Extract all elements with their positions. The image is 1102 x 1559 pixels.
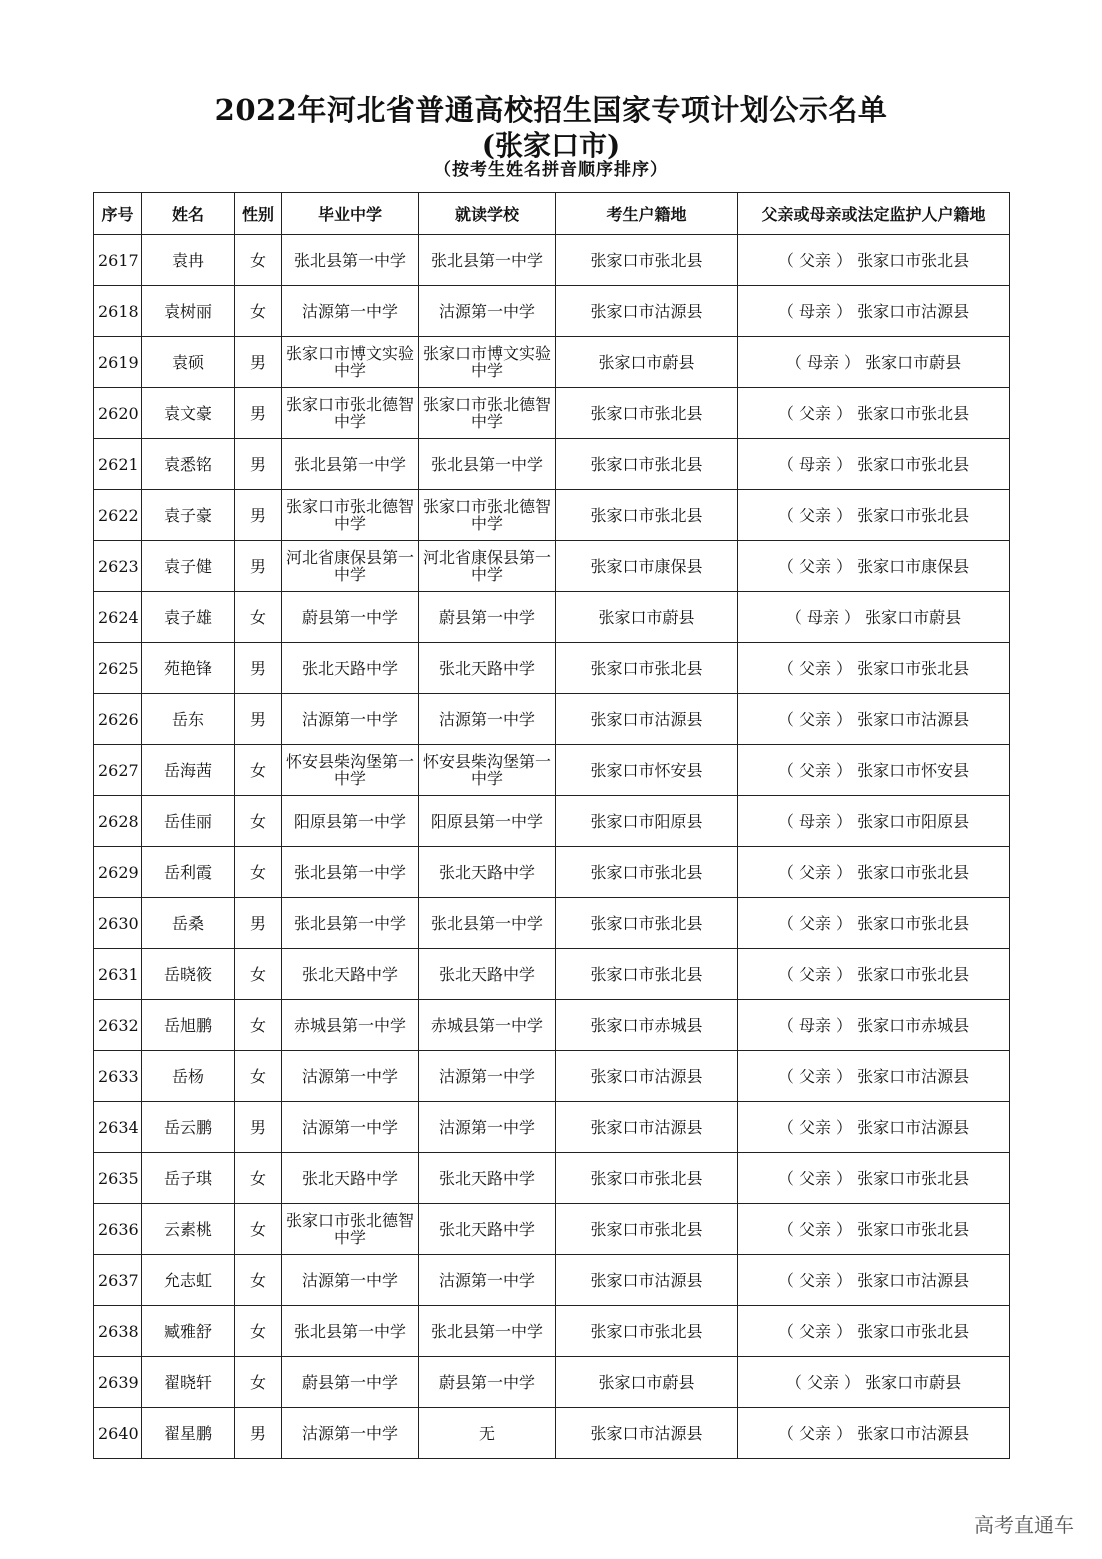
table-row (94, 235, 1010, 286)
roster-table (93, 192, 1010, 1459)
cell-guardian-domicile: （ 母亲 ） 张家口市张北县 (738, 439, 1010, 490)
cell-guardian-domicile: （ 父亲 ） 张家口市沽源县 (738, 1051, 1010, 1102)
cell-gender: 女 (235, 592, 282, 643)
cell-gender: 女 (235, 745, 282, 796)
cell-current-school: 张北县第一中学 (419, 898, 556, 949)
cell-index: 2619 (94, 337, 142, 388)
cell-student-domicile: 张家口市怀安县 (556, 745, 738, 796)
cell-guardian-domicile: （ 母亲 ） 张家口市蔚县 (738, 337, 1010, 388)
table-row (94, 490, 1010, 541)
cell-gender: 女 (235, 286, 282, 337)
table-row (94, 1357, 1010, 1408)
table-row (94, 1255, 1010, 1306)
table-row (94, 898, 1010, 949)
cell-guardian-domicile: （ 母亲 ） 张家口市赤城县 (738, 1000, 1010, 1051)
cell-student-domicile: 张家口市张北县 (556, 898, 738, 949)
cell-student-domicile: 张家口市沽源县 (556, 286, 738, 337)
cell-name: 岳东 (142, 694, 235, 745)
cell-index: 2623 (94, 541, 142, 592)
cell-index: 2617 (94, 235, 142, 286)
document-subtitle: (张家口市) (481, 129, 621, 162)
cell-student-domicile: 张家口市张北县 (556, 490, 738, 541)
cell-graduated-school: 张北县第一中学 (282, 1306, 419, 1357)
cell-student-domicile: 张家口市张北县 (556, 1204, 738, 1255)
cell-student-domicile: 张家口市张北县 (556, 1306, 738, 1357)
cell-name: 岳云鹏 (142, 1102, 235, 1153)
cell-student-domicile: 张家口市蔚县 (556, 1357, 738, 1408)
cell-current-school: 沽源第一中学 (419, 694, 556, 745)
cell-gender: 女 (235, 1051, 282, 1102)
cell-name: 袁子健 (142, 541, 235, 592)
cell-name: 岳杨 (142, 1051, 235, 1102)
cell-gender: 男 (235, 388, 282, 439)
header-graduated-school: 毕业中学 (282, 193, 419, 235)
table-row (94, 1102, 1010, 1153)
cell-gender: 女 (235, 796, 282, 847)
cell-index: 2622 (94, 490, 142, 541)
cell-student-domicile: 张家口市沽源县 (556, 1102, 738, 1153)
table-row (94, 388, 1010, 439)
cell-current-school: 张北县第一中学 (419, 235, 556, 286)
cell-name: 袁冉 (142, 235, 235, 286)
header-guardian-domicile: 父亲或母亲或法定监护人户籍地 (738, 193, 1010, 235)
cell-graduated-school: 沽源第一中学 (282, 694, 419, 745)
cell-graduated-school: 张北县第一中学 (282, 847, 419, 898)
cell-name: 袁硕 (142, 337, 235, 388)
cell-name: 岳海茜 (142, 745, 235, 796)
cell-current-school: 蔚县第一中学 (419, 1357, 556, 1408)
table-row (94, 337, 1010, 388)
cell-gender: 男 (235, 898, 282, 949)
cell-index: 2632 (94, 1000, 142, 1051)
cell-graduated-school: 沽源第一中学 (282, 1408, 419, 1459)
cell-index: 2636 (94, 1204, 142, 1255)
cell-index: 2630 (94, 898, 142, 949)
cell-current-school: 张北天路中学 (419, 847, 556, 898)
cell-index: 2631 (94, 949, 142, 1000)
roster-body (94, 235, 1010, 1459)
cell-index: 2618 (94, 286, 142, 337)
cell-student-domicile: 张家口市蔚县 (556, 592, 738, 643)
cell-gender: 女 (235, 949, 282, 1000)
cell-graduated-school: 张北天路中学 (282, 643, 419, 694)
cell-guardian-domicile: （ 父亲 ） 张家口市张北县 (738, 1306, 1010, 1357)
cell-current-school: 张北天路中学 (419, 1153, 556, 1204)
cell-guardian-domicile: （ 父亲 ） 张家口市张北县 (738, 898, 1010, 949)
cell-name: 翟星鹏 (142, 1408, 235, 1459)
cell-student-domicile: 张家口市沽源县 (556, 1051, 738, 1102)
table-row (94, 1306, 1010, 1357)
cell-gender: 女 (235, 1255, 282, 1306)
header-index: 序号 (94, 193, 142, 235)
cell-guardian-domicile: （ 父亲 ） 张家口市怀安县 (738, 745, 1010, 796)
cell-graduated-school: 沽源第一中学 (282, 286, 419, 337)
cell-current-school: 张北县第一中学 (419, 1306, 556, 1357)
cell-student-domicile: 张家口市张北县 (556, 643, 738, 694)
cell-index: 2628 (94, 796, 142, 847)
cell-gender: 女 (235, 1153, 282, 1204)
cell-gender: 女 (235, 847, 282, 898)
table-row (94, 1051, 1010, 1102)
sort-note: （按考生姓名拼音顺序排序） (434, 160, 668, 180)
table-row (94, 745, 1010, 796)
cell-guardian-domicile: （ 父亲 ） 张家口市沽源县 (738, 1102, 1010, 1153)
cell-index: 2629 (94, 847, 142, 898)
cell-index: 2633 (94, 1051, 142, 1102)
cell-current-school: 沽源第一中学 (419, 1051, 556, 1102)
cell-graduated-school: 张北天路中学 (282, 949, 419, 1000)
cell-index: 2625 (94, 643, 142, 694)
cell-name: 岳利霞 (142, 847, 235, 898)
cell-gender: 女 (235, 1204, 282, 1255)
cell-name: 袁树丽 (142, 286, 235, 337)
cell-guardian-domicile: （ 父亲 ） 张家口市张北县 (738, 847, 1010, 898)
cell-current-school: 张北天路中学 (419, 949, 556, 1000)
cell-name: 翟晓轩 (142, 1357, 235, 1408)
cell-current-school: 蔚县第一中学 (419, 592, 556, 643)
cell-graduated-school: 张家口市张北德智中学 (282, 388, 419, 439)
cell-current-school: 张家口市博文实验中学 (419, 337, 556, 388)
cell-student-domicile: 张家口市张北县 (556, 235, 738, 286)
cell-current-school: 张北天路中学 (419, 1204, 556, 1255)
cell-guardian-domicile: （ 父亲 ） 张家口市张北县 (738, 235, 1010, 286)
cell-graduated-school: 张家口市博文实验中学 (282, 337, 419, 388)
cell-guardian-domicile: （ 父亲 ） 张家口市张北县 (738, 1204, 1010, 1255)
cell-student-domicile: 张家口市张北县 (556, 439, 738, 490)
cell-gender: 女 (235, 235, 282, 286)
cell-name: 岳旭鹏 (142, 1000, 235, 1051)
cell-index: 2624 (94, 592, 142, 643)
cell-index: 2638 (94, 1306, 142, 1357)
cell-name: 岳子琪 (142, 1153, 235, 1204)
cell-gender: 男 (235, 694, 282, 745)
cell-name: 苑艳锋 (142, 643, 235, 694)
cell-name: 袁文豪 (142, 388, 235, 439)
cell-gender: 女 (235, 1357, 282, 1408)
cell-current-school: 张家口市张北德智中学 (419, 388, 556, 439)
cell-current-school: 阳原县第一中学 (419, 796, 556, 847)
table-row (94, 949, 1010, 1000)
header-current-school: 就读学校 (419, 193, 556, 235)
cell-student-domicile: 张家口市沽源县 (556, 694, 738, 745)
cell-current-school: 张北天路中学 (419, 643, 556, 694)
cell-name: 臧雅舒 (142, 1306, 235, 1357)
table-row (94, 286, 1010, 337)
header-gender: 性别 (235, 193, 282, 235)
table-row (94, 847, 1010, 898)
cell-gender: 男 (235, 1408, 282, 1459)
cell-current-school: 张北县第一中学 (419, 439, 556, 490)
cell-graduated-school: 怀安县柴沟堡第一中学 (282, 745, 419, 796)
table-row (94, 541, 1010, 592)
cell-graduated-school: 张家口市张北德智中学 (282, 490, 419, 541)
cell-index: 2639 (94, 1357, 142, 1408)
cell-guardian-domicile: （ 父亲 ） 张家口市蔚县 (738, 1357, 1010, 1408)
cell-name: 袁悉铭 (142, 439, 235, 490)
cell-gender: 男 (235, 541, 282, 592)
cell-guardian-domicile: （ 父亲 ） 张家口市沽源县 (738, 694, 1010, 745)
header-name: 姓名 (142, 193, 235, 235)
cell-name: 岳佳丽 (142, 796, 235, 847)
cell-student-domicile: 张家口市阳原县 (556, 796, 738, 847)
cell-current-school: 沽源第一中学 (419, 1255, 556, 1306)
cell-current-school: 河北省康保县第一中学 (419, 541, 556, 592)
cell-current-school: 沽源第一中学 (419, 286, 556, 337)
cell-current-school: 无 (419, 1408, 556, 1459)
cell-index: 2640 (94, 1408, 142, 1459)
cell-name: 袁子雄 (142, 592, 235, 643)
header-row (94, 193, 1010, 235)
cell-guardian-domicile: （ 父亲 ） 张家口市沽源县 (738, 1255, 1010, 1306)
cell-graduated-school: 河北省康保县第一中学 (282, 541, 419, 592)
cell-guardian-domicile: （ 父亲 ） 张家口市张北县 (738, 1153, 1010, 1204)
cell-guardian-domicile: （ 母亲 ） 张家口市阳原县 (738, 796, 1010, 847)
cell-graduated-school: 张北县第一中学 (282, 235, 419, 286)
cell-graduated-school: 阳原县第一中学 (282, 796, 419, 847)
watermark-text: 高考直通车 (974, 1513, 1074, 1537)
cell-graduated-school: 沽源第一中学 (282, 1102, 419, 1153)
cell-index: 2621 (94, 439, 142, 490)
cell-student-domicile: 张家口市沽源县 (556, 1255, 738, 1306)
cell-student-domicile: 张家口市张北县 (556, 847, 738, 898)
cell-name: 云素桃 (142, 1204, 235, 1255)
cell-index: 2637 (94, 1255, 142, 1306)
cell-current-school: 沽源第一中学 (419, 1102, 556, 1153)
cell-graduated-school: 张北县第一中学 (282, 439, 419, 490)
cell-student-domicile: 张家口市张北县 (556, 388, 738, 439)
cell-gender: 男 (235, 643, 282, 694)
table-row (94, 1204, 1010, 1255)
cell-gender: 男 (235, 1102, 282, 1153)
cell-index: 2626 (94, 694, 142, 745)
header-student-domicile: 考生户籍地 (556, 193, 738, 235)
cell-gender: 男 (235, 490, 282, 541)
table-row (94, 796, 1010, 847)
cell-gender: 男 (235, 439, 282, 490)
cell-guardian-domicile: （ 父亲 ） 张家口市张北县 (738, 643, 1010, 694)
cell-guardian-domicile: （ 父亲 ） 张家口市康保县 (738, 541, 1010, 592)
cell-index: 2635 (94, 1153, 142, 1204)
cell-current-school: 赤城县第一中学 (419, 1000, 556, 1051)
cell-name: 袁子豪 (142, 490, 235, 541)
cell-graduated-school: 张家口市张北德智中学 (282, 1204, 419, 1255)
cell-name: 允志虹 (142, 1255, 235, 1306)
cell-graduated-school: 张北县第一中学 (282, 898, 419, 949)
cell-graduated-school: 蔚县第一中学 (282, 592, 419, 643)
cell-current-school: 怀安县柴沟堡第一中学 (419, 745, 556, 796)
table-row (94, 439, 1010, 490)
table-row (94, 694, 1010, 745)
cell-guardian-domicile: （ 父亲 ） 张家口市张北县 (738, 949, 1010, 1000)
cell-student-domicile: 张家口市张北县 (556, 949, 738, 1000)
cell-name: 岳晓筱 (142, 949, 235, 1000)
cell-graduated-school: 张北天路中学 (282, 1153, 419, 1204)
cell-gender: 男 (235, 337, 282, 388)
cell-index: 2620 (94, 388, 142, 439)
document-title: 2022年河北省普通高校招生国家专项计划公示名单 (214, 93, 888, 127)
cell-graduated-school: 蔚县第一中学 (282, 1357, 419, 1408)
cell-guardian-domicile: （ 父亲 ） 张家口市张北县 (738, 490, 1010, 541)
table-row (94, 1000, 1010, 1051)
cell-index: 2627 (94, 745, 142, 796)
cell-guardian-domicile: （ 母亲 ） 张家口市沽源县 (738, 286, 1010, 337)
cell-guardian-domicile: （ 父亲 ） 张家口市张北县 (738, 388, 1010, 439)
cell-student-domicile: 张家口市赤城县 (556, 1000, 738, 1051)
table-row (94, 1153, 1010, 1204)
table-row (94, 1408, 1010, 1459)
cell-gender: 女 (235, 1000, 282, 1051)
cell-name: 岳桑 (142, 898, 235, 949)
table-row (94, 592, 1010, 643)
cell-graduated-school: 沽源第一中学 (282, 1255, 419, 1306)
cell-student-domicile: 张家口市沽源县 (556, 1408, 738, 1459)
cell-student-domicile: 张家口市康保县 (556, 541, 738, 592)
cell-index: 2634 (94, 1102, 142, 1153)
cell-guardian-domicile: （ 父亲 ） 张家口市沽源县 (738, 1408, 1010, 1459)
cell-guardian-domicile: （ 母亲 ） 张家口市蔚县 (738, 592, 1010, 643)
table-row (94, 643, 1010, 694)
cell-graduated-school: 沽源第一中学 (282, 1051, 419, 1102)
cell-gender: 女 (235, 1306, 282, 1357)
cell-student-domicile: 张家口市张北县 (556, 1153, 738, 1204)
cell-graduated-school: 赤城县第一中学 (282, 1000, 419, 1051)
cell-student-domicile: 张家口市蔚县 (556, 337, 738, 388)
cell-current-school: 张家口市张北德智中学 (419, 490, 556, 541)
